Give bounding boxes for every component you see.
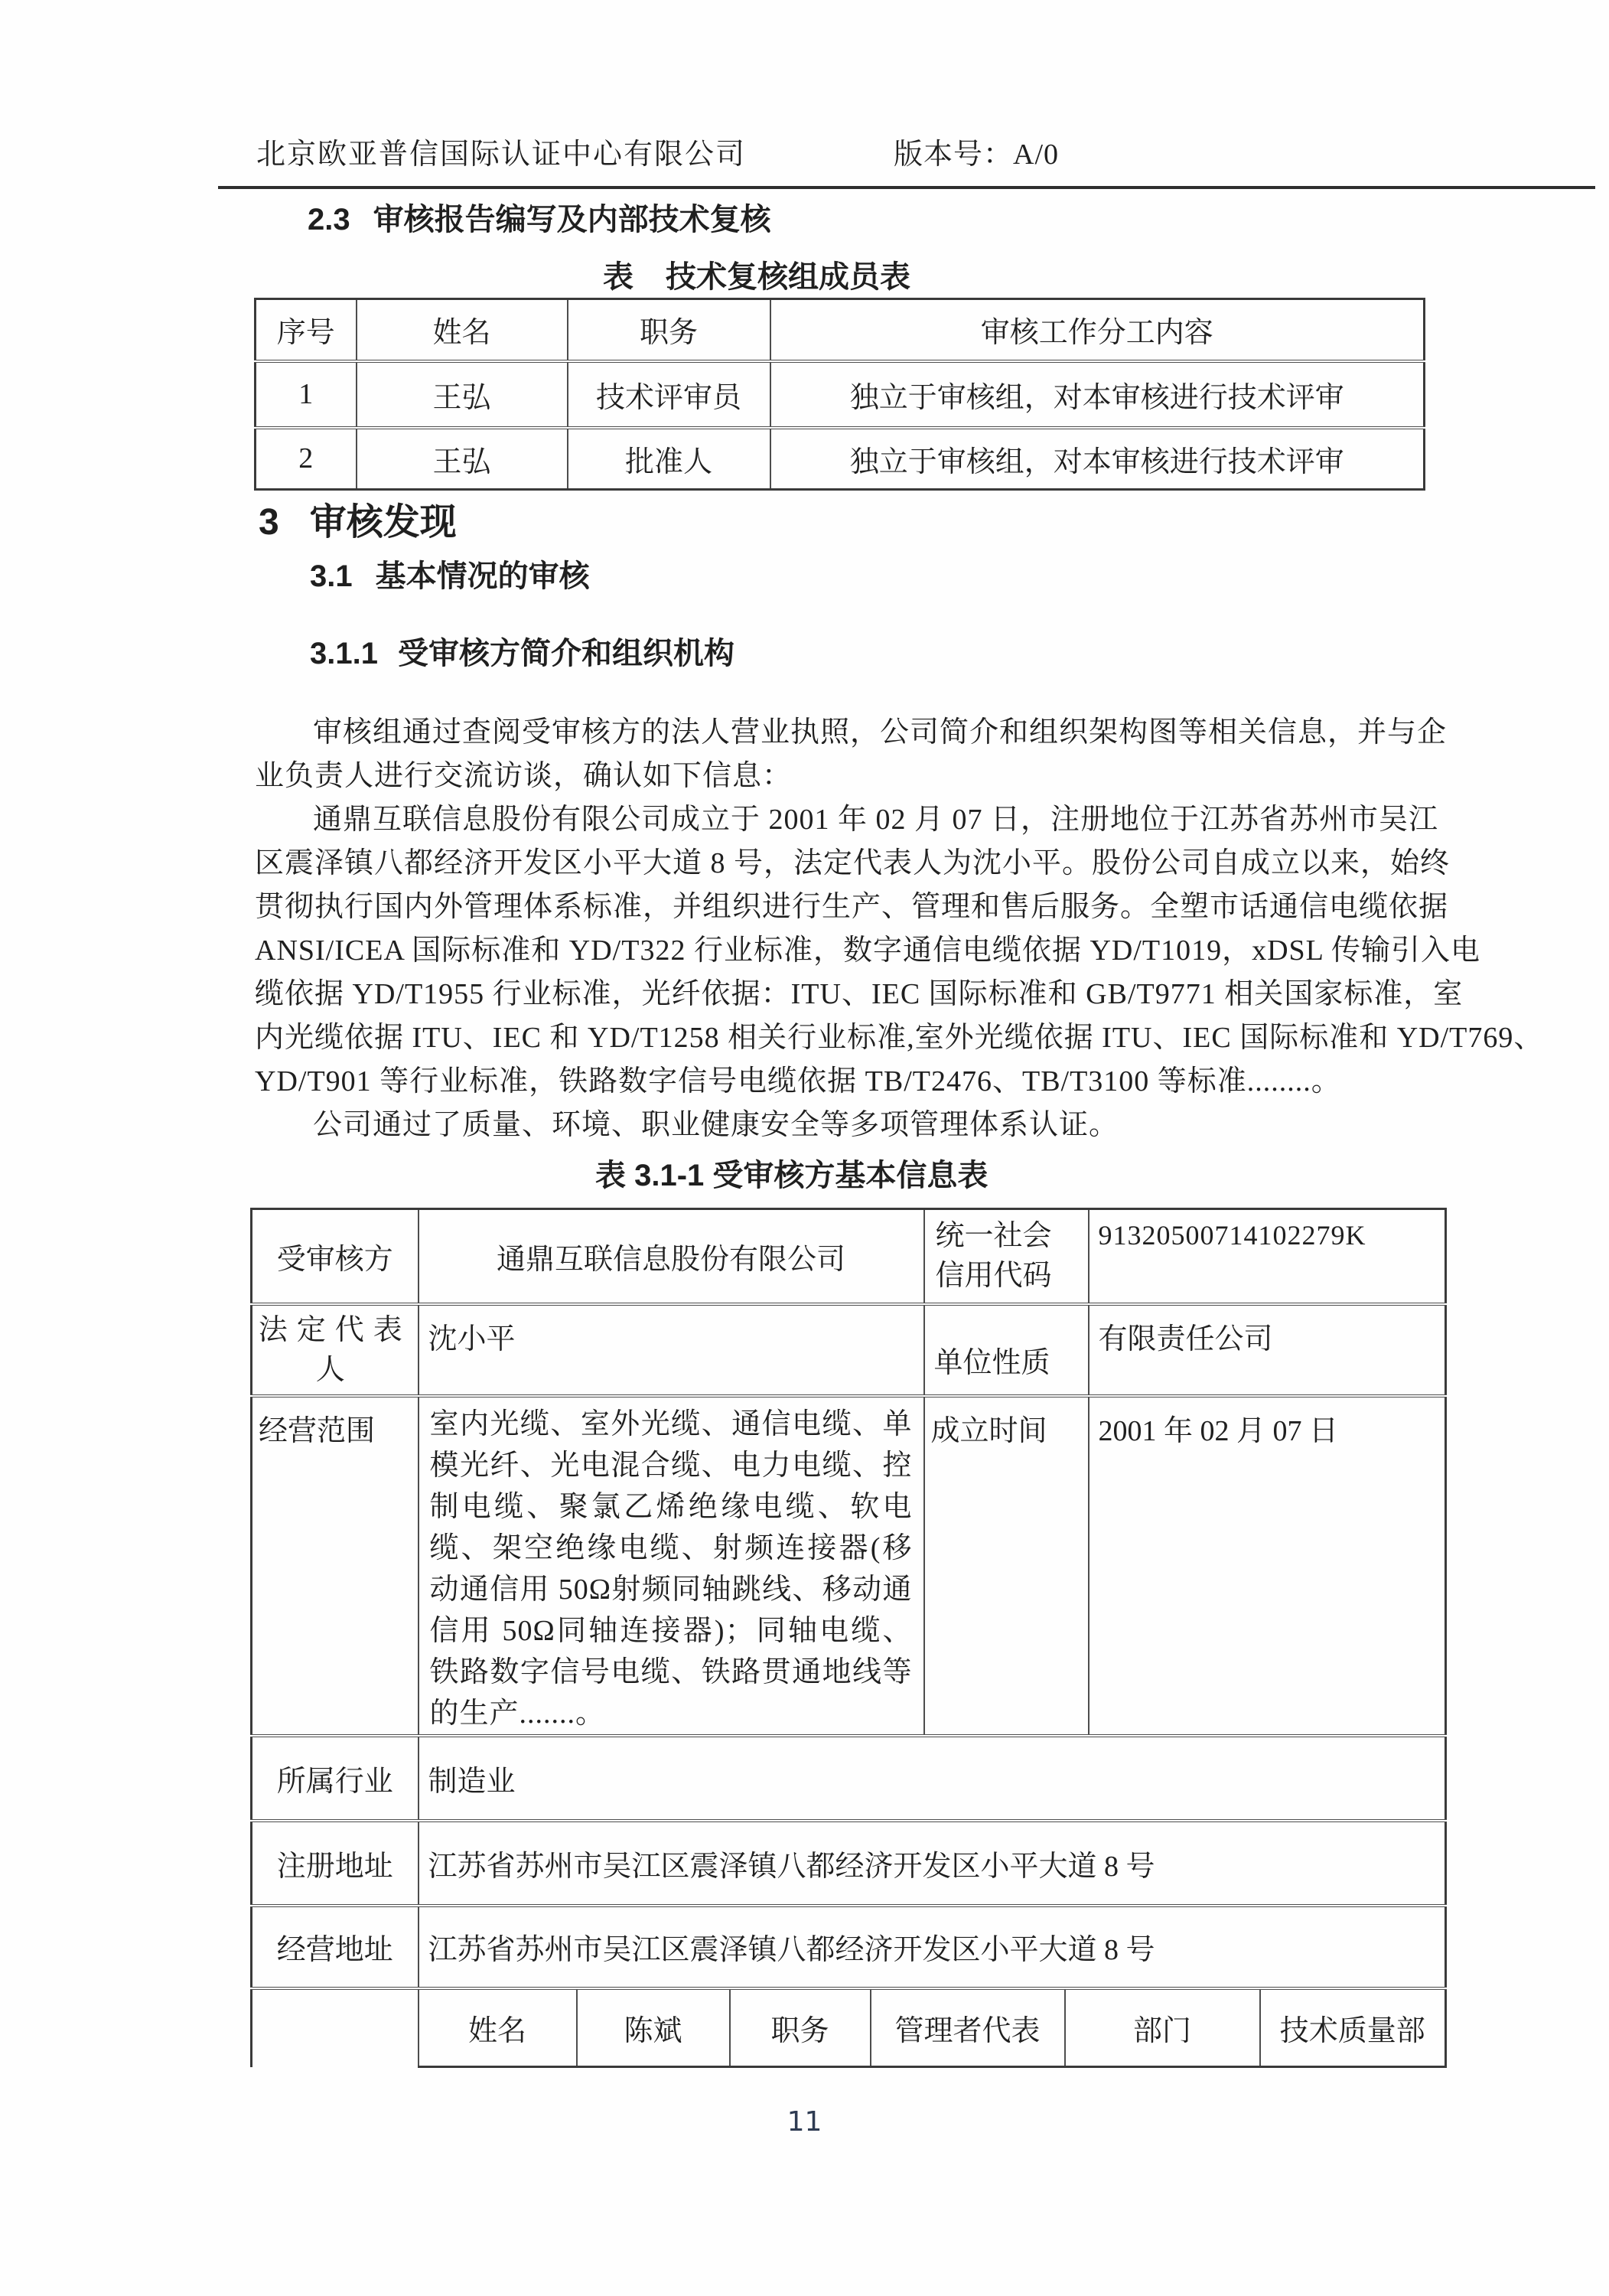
col-header-name: 姓名	[357, 299, 568, 361]
table-row	[256, 361, 1425, 428]
table-row-registered-address	[252, 1821, 1446, 1906]
cell-name: 王弘	[357, 428, 568, 490]
section-title: 审核报告编写及内部技术复核	[373, 203, 771, 236]
body-line: 通鼎互联信息股份有限公司成立于 2001 年 02 月 07 日，注册地位于江苏省苏州市吴江	[313, 804, 1439, 836]
section-title: 审核发现	[309, 502, 457, 543]
legal-rep-label: 法定代表人	[252, 1304, 419, 1396]
section-title: 基本情况的审核	[375, 559, 590, 593]
table-row-industry	[252, 1736, 1446, 1821]
cell-role: 批准人	[568, 428, 770, 490]
established-label: 成立时间	[924, 1396, 1089, 1736]
table-row	[256, 428, 1425, 490]
table-row-legal-rep	[252, 1304, 1446, 1396]
members-table	[254, 298, 1425, 491]
header-company-name: 北京欧亚普信国际认证中心有限公司	[256, 139, 747, 171]
cell-role: 技术评审员	[568, 361, 770, 428]
basic-info-table-caption: 表 3.1-1 受审核方基本信息表	[595, 1159, 989, 1192]
business-address-value: 江苏省苏州市吴江区震泽镇八都经济开发区小平大道 8 号	[419, 1906, 1446, 1988]
cell-name: 王弘	[357, 361, 568, 428]
rep-title-value: 管理者代表	[871, 1988, 1065, 2067]
basic-info-table	[250, 1208, 1447, 2068]
legal-rep-value: 沈小平	[419, 1304, 924, 1396]
members-table-caption	[603, 253, 910, 296]
entity-type-value: 有限责任公司	[1089, 1304, 1446, 1396]
caption-prefix: 表	[603, 260, 634, 294]
body-text-block	[255, 711, 1544, 1147]
section-number: 3.1	[310, 559, 353, 593]
business-address-label: 经营地址	[252, 1906, 419, 1988]
business-scope-label: 经营范围	[252, 1396, 419, 1736]
industry-label: 所属行业	[252, 1736, 419, 1821]
rep-name-value: 陈斌	[577, 1988, 730, 2067]
business-scope-value: 室内光缆、室外光缆、通信电缆、单模光纤、光电混合缆、电力电缆、控制电缆、聚氯乙烯绝缘电缆、软电缆、架空绝缘电缆、射频连接器(移动通信用 50Ω射频同轴跳线、移动通信用 50Ω同轴连接器)；同轴电缆、铁路数字信号电缆、铁路贯通地线等的生产.......。	[419, 1396, 924, 1736]
entity-type-label: 单位性质	[924, 1304, 1089, 1396]
body-line: ANSI/ICEA 国际标准和 YD/T322 行业标准，数字通信电缆依据 YD/T1019，xDSL 传输引入电	[255, 934, 1480, 967]
body-line: 内光缆依据 ITU、IEC 和 YD/T1258 相关行业标准,室外光缆依据 ITU、IEC 国际标准和 YD/T769、	[255, 1022, 1544, 1054]
table-row-management-rep	[252, 1988, 1446, 2067]
rep-name-label: 姓名	[419, 1988, 577, 2067]
caption-title: 技术复核组成员表	[666, 260, 910, 294]
cell-seq: 1	[256, 361, 357, 428]
body-line: 区震泽镇八都经济开发区小平大道 8 号，法定代表人为沈小平。股份公司自成立以来，始终	[255, 847, 1451, 879]
col-header-seq: 序号	[256, 299, 357, 361]
rep-dept-label: 部门	[1065, 1988, 1260, 2067]
body-line: 缆依据 YD/T1955 行业标准，光纤依据：ITU、IEC 国际标准和 GB/T9771 相关国家标准，室	[255, 978, 1464, 1010]
section-number: 2.3	[308, 203, 350, 236]
table-header-row	[256, 299, 1425, 361]
body-line: 公司通过了质量、环境、职业健康安全等多项管理体系认证。	[313, 1109, 1119, 1141]
body-line: YD/T901 等行业标准，铁路数字信号电缆依据 TB/T2476、TB/T3100 等标准........。	[255, 1065, 1341, 1097]
registered-address-value: 江苏省苏州市吴江区震泽镇八都经济开发区小平大道 8 号	[419, 1821, 1446, 1906]
body-line: 审核组通过查阅受审核方的法人营业执照，公司简介和组织架构图等相关信息，并与企	[313, 716, 1448, 748]
registered-address-label: 注册地址	[252, 1821, 419, 1906]
col-header-role: 职务	[568, 299, 770, 361]
section-number: 3.1.1	[310, 637, 378, 670]
header-version-label: 版本号：A/0	[894, 139, 1060, 171]
cell-scope: 独立于审核组，对本审核进行技术评审	[770, 428, 1425, 490]
auditee-value: 通鼎互联信息股份有限公司	[419, 1209, 924, 1304]
table-row-business-scope	[252, 1396, 1446, 1736]
page-number: 11	[787, 2106, 822, 2138]
rep-title-label: 职务	[730, 1988, 871, 2067]
table-row-auditee	[252, 1209, 1446, 1304]
section-title: 受审核方简介和组织机构	[397, 637, 734, 670]
industry-value: 制造业	[419, 1736, 1446, 1821]
section-heading-3	[259, 492, 457, 545]
body-line: 贯彻执行国内外管理体系标准，并组织进行生产、管理和售后服务。全塑市话通信电缆依据	[255, 891, 1449, 923]
auditee-label: 受审核方	[252, 1209, 419, 1304]
established-value: 2001 年 02 月 07 日	[1089, 1396, 1446, 1736]
header-divider-rule	[218, 186, 1595, 189]
cell-scope: 独立于审核组，对本审核进行技术评审	[770, 361, 1425, 428]
section-number: 3	[259, 502, 279, 543]
credit-code-label: 统一社会信用代码	[924, 1209, 1089, 1304]
credit-code-value: 91320500714102279K	[1089, 1209, 1446, 1304]
table-row-business-address	[252, 1906, 1446, 1988]
cell-seq: 2	[256, 428, 357, 490]
section-heading-2-3	[308, 195, 771, 239]
section-heading-3-1-1	[310, 629, 734, 673]
section-heading-3-1	[310, 552, 590, 595]
rep-dept-value: 技术质量部	[1260, 1988, 1446, 2067]
empty-label-cell	[252, 1988, 419, 2067]
body-line: 业负责人进行交流访谈，确认如下信息：	[255, 760, 793, 792]
col-header-scope: 审核工作分工内容	[770, 299, 1425, 361]
